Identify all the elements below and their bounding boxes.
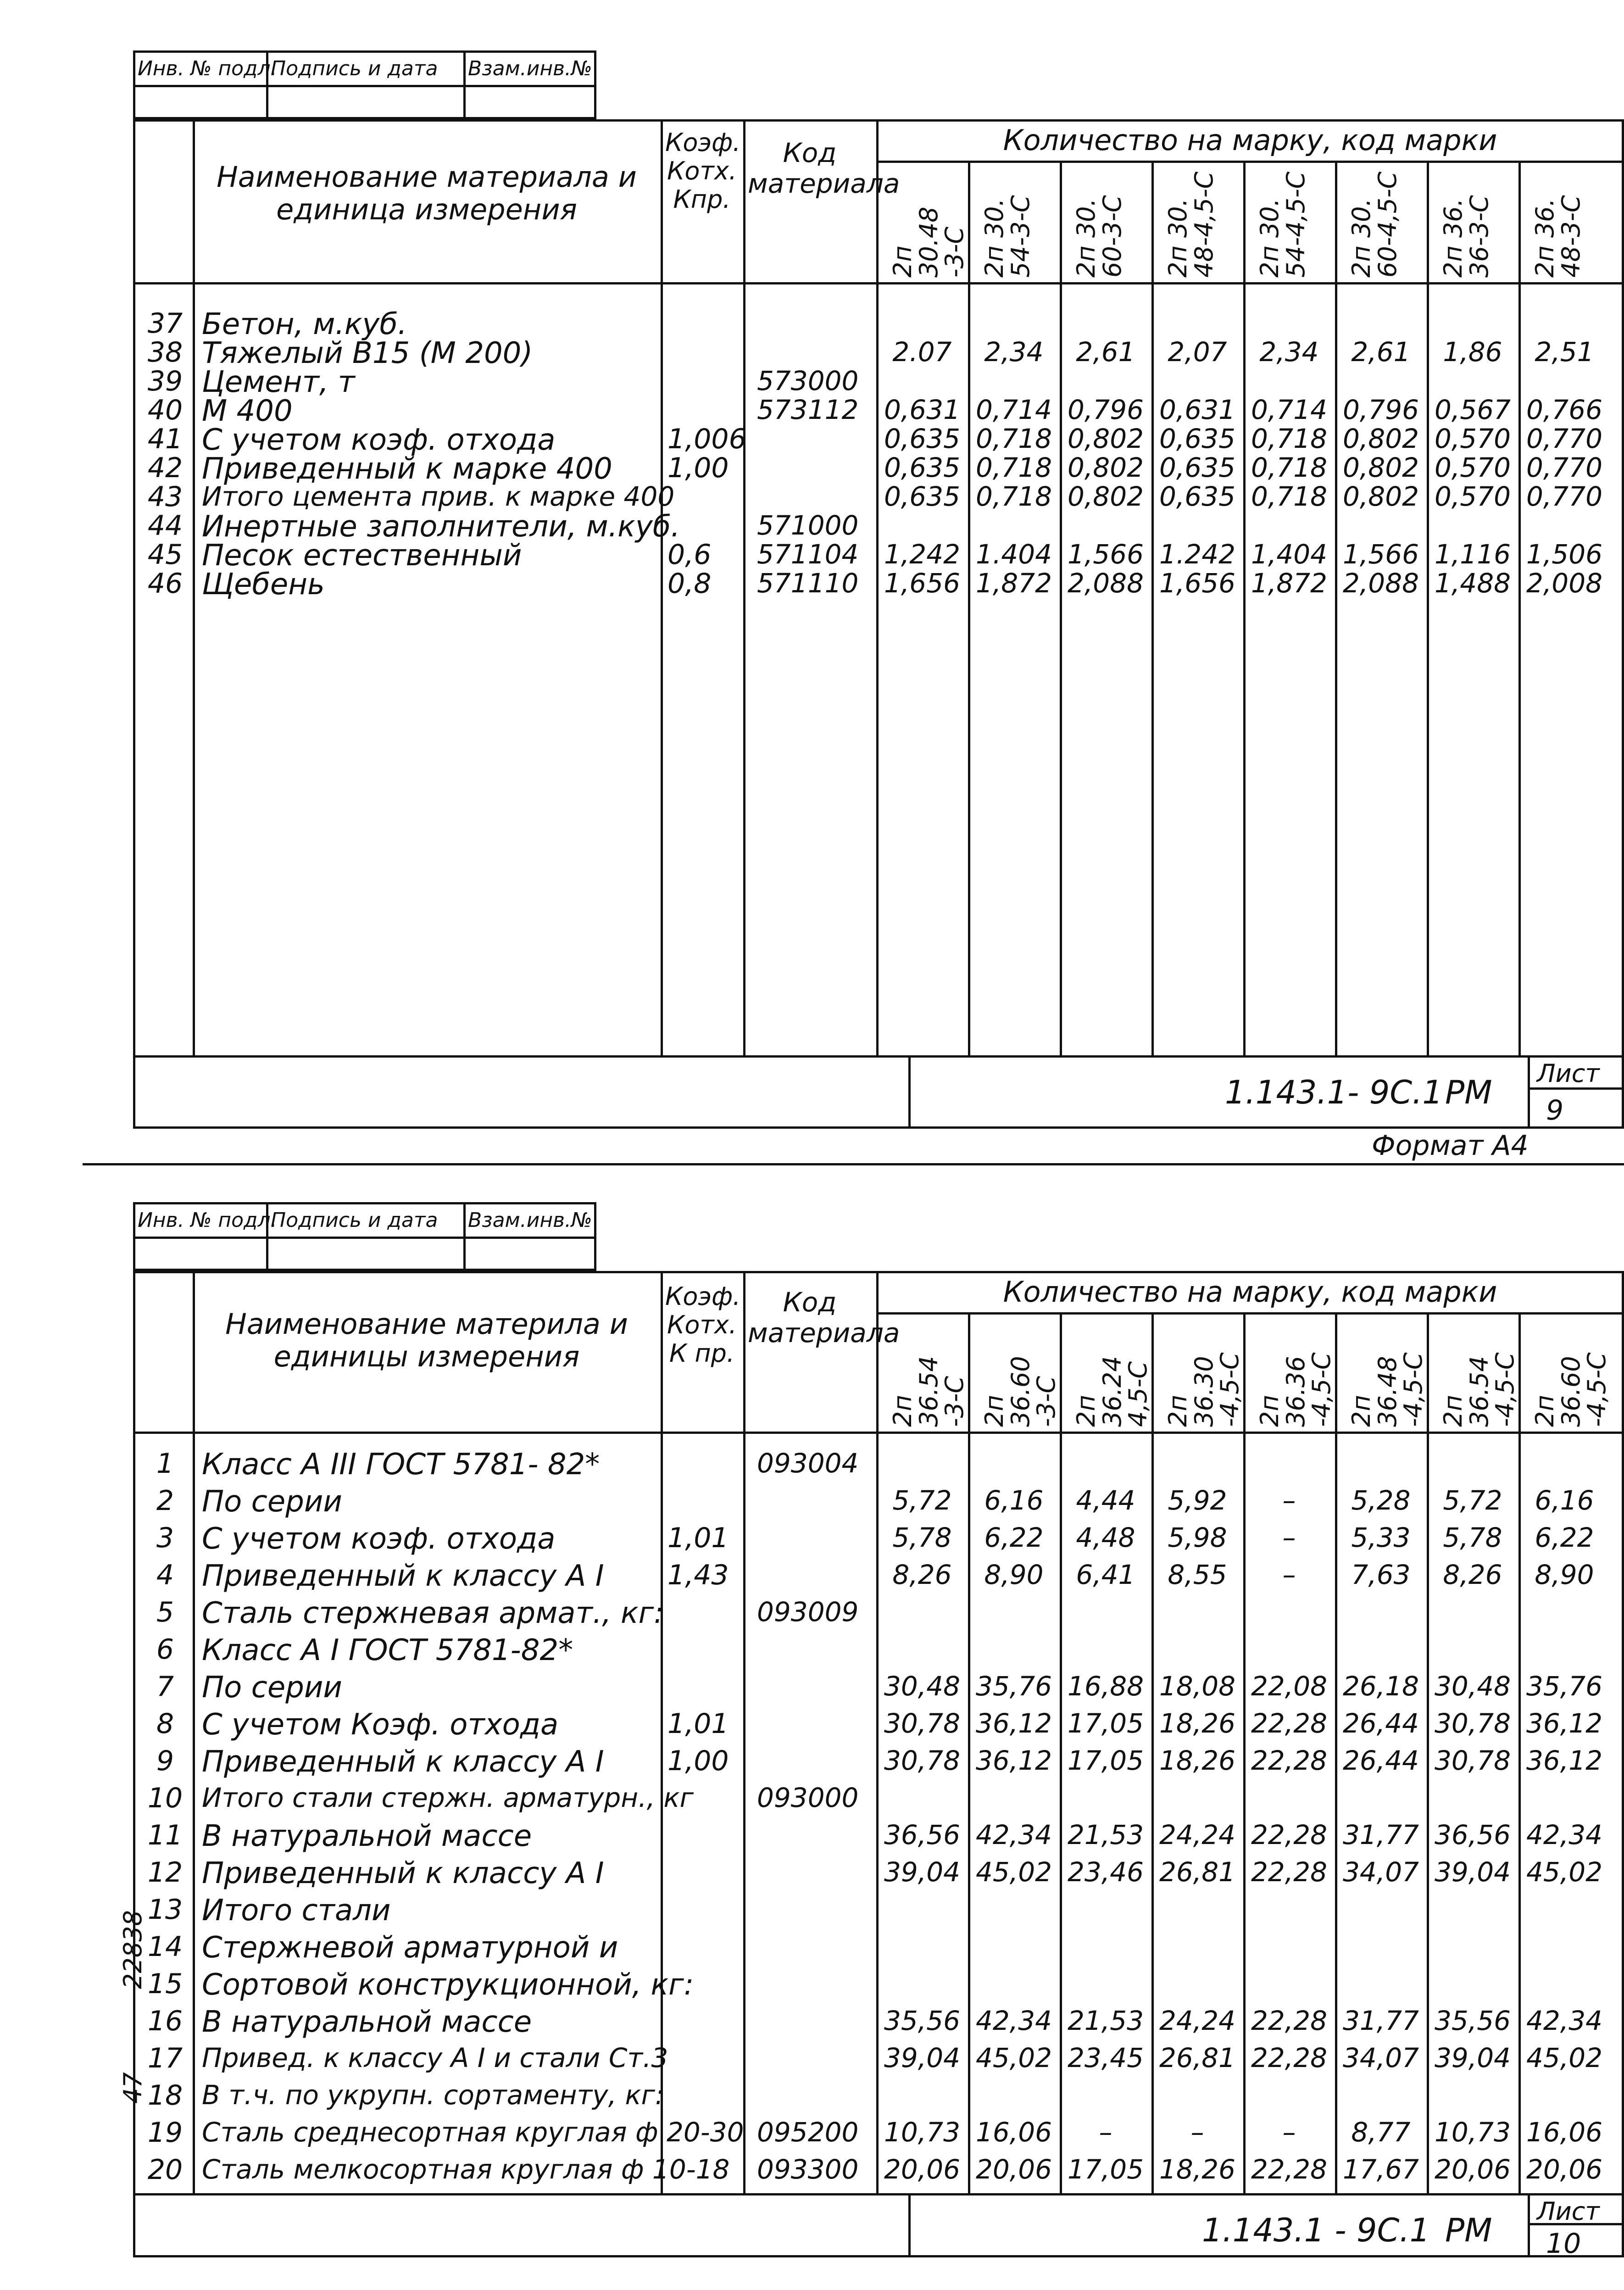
- header-name: Наименование материала и единица измерения: [217, 160, 637, 227]
- cell-value: 23,45: [1067, 2042, 1144, 2073]
- cell-value: 30,48: [1434, 1671, 1511, 1702]
- cell-value: 42,34: [1526, 1819, 1603, 1850]
- stamp-podpis: Подпись и дата: [271, 57, 438, 80]
- cell-value: 0,718: [1251, 423, 1328, 454]
- row-name: Цемент, т: [202, 365, 355, 399]
- cell-value: 2,34: [984, 336, 1044, 368]
- cell-value: 7,63: [1351, 1559, 1411, 1590]
- cell-value: 8,90: [1535, 1559, 1594, 1590]
- sheet-2: [133, 1202, 1624, 2260]
- row-number: 42: [147, 452, 183, 484]
- cell-value: 16,06: [1526, 2117, 1603, 2148]
- cell-value: 18,08: [1159, 1671, 1236, 1702]
- side-number-2: 47: [118, 2072, 147, 2104]
- row-name: В т.ч. по укрупн. сортаменту, кг:: [202, 2079, 664, 2111]
- cell-value: 2.07: [892, 336, 952, 368]
- row-code: 571104: [757, 539, 859, 570]
- row-name: Бетон, м.куб.: [202, 307, 407, 341]
- row-name: В натуральной массе: [202, 1819, 532, 1853]
- stamp-inv-podl: Инв. № подл.: [138, 1209, 277, 1232]
- cell-value: 2,008: [1526, 568, 1603, 599]
- sheet-1: [133, 50, 1624, 1131]
- row-name: С учетом коэф. отхода: [202, 423, 556, 457]
- cell-value: 26,44: [1342, 1745, 1419, 1776]
- header-qty: Количество на марку, код марки: [1003, 123, 1497, 157]
- cell-value: 0,635: [884, 481, 961, 512]
- cell-value: 8,77: [1351, 2117, 1411, 2148]
- cell-value: 17,05: [1067, 2154, 1144, 2185]
- cell-value: 36,12: [1526, 1745, 1603, 1776]
- cell-value: 1,242: [884, 539, 961, 570]
- side-number: 22838: [118, 1910, 147, 1989]
- cell-value: 22,28: [1251, 2042, 1328, 2073]
- cell-value: 0,802: [1342, 481, 1419, 512]
- row-number: 19: [147, 2117, 183, 2149]
- cell-value: 22,28: [1251, 1708, 1328, 1739]
- cell-value: 26,44: [1342, 1708, 1419, 1739]
- cell-value: 20,06: [884, 2154, 961, 2185]
- format-label: Формат А4: [1372, 1130, 1529, 1162]
- row-code: 573112: [757, 394, 859, 425]
- row-name: Песок естественный: [202, 539, 522, 573]
- row-code: 571000: [757, 510, 859, 541]
- cell-value: 0,570: [1434, 452, 1511, 483]
- cell-value: 17,67: [1342, 2154, 1419, 2185]
- cell-value: 26,81: [1159, 2042, 1236, 2073]
- mark-header: 2п 36. 36-3-С: [1439, 195, 1494, 278]
- row-number: 37: [147, 307, 183, 340]
- mark-header: 2п 30. 54-3-С: [980, 195, 1035, 278]
- mark-header: 2п 36.30 -4,5-С: [1163, 1352, 1245, 1427]
- cell-value: 35,56: [1434, 2005, 1511, 2036]
- row-number: 8: [156, 1708, 174, 1740]
- row-name: Сталь среднесортная круглая ф 20-30: [202, 2117, 744, 2148]
- cell-value: 30,78: [1434, 1745, 1511, 1776]
- cell-value: 22,28: [1251, 1745, 1328, 1776]
- cell-value: 1,656: [1159, 568, 1236, 599]
- cell-value: 1.404: [975, 539, 1052, 570]
- row-name: Итого стали: [202, 1894, 391, 1928]
- row-code: 093004: [757, 1448, 859, 1479]
- cell-value: 0,635: [884, 423, 961, 454]
- cell-value: 34,07: [1342, 2042, 1419, 2073]
- cell-value: 22,28: [1251, 2005, 1328, 2036]
- cell-value: 45,02: [1526, 1856, 1603, 1888]
- cell-value: 6,16: [1535, 1485, 1594, 1516]
- row-name: С учетом Коэф. отхода: [202, 1708, 559, 1742]
- cell-value: 1,404: [1251, 539, 1328, 570]
- cell-value: 10,73: [1434, 2117, 1511, 2148]
- row-name: Итого цемента прив. к марке 400: [202, 481, 675, 512]
- cell-value: 8,26: [1443, 1559, 1502, 1590]
- cell-value: 34,07: [1342, 1856, 1419, 1888]
- cell-value: 0,635: [1159, 452, 1236, 483]
- cell-value: 24,24: [1159, 1819, 1236, 1850]
- row-coef: 1,00: [667, 1745, 729, 1777]
- cell-value: 20,06: [975, 2154, 1052, 2185]
- cell-value: 1,566: [1342, 539, 1419, 570]
- row-code: 093009: [757, 1596, 859, 1627]
- row-coef: 1,01: [667, 1522, 729, 1554]
- cell-value: 0,635: [1159, 481, 1236, 512]
- mark-header: 2п 36. 48-3-С: [1530, 195, 1585, 278]
- cell-value: 0,631: [884, 394, 961, 425]
- cell-value: 5,33: [1351, 1522, 1411, 1553]
- row-name: Щебень: [202, 568, 325, 602]
- row-name: Сталь стержневая армат., кг:: [202, 1596, 664, 1630]
- row-name: Сортовой конструкционной, кг:: [202, 1968, 694, 2002]
- cell-value: 0,796: [1067, 394, 1144, 425]
- row-code: 093300: [757, 2154, 859, 2185]
- cell-value: 39,04: [884, 1856, 961, 1888]
- cell-value: 30,78: [884, 1745, 961, 1776]
- mark-header: 2п 30.48 -3-С: [888, 206, 969, 278]
- cell-value: 0,718: [975, 481, 1052, 512]
- row-number: 6: [156, 1633, 174, 1666]
- cell-value: 23,46: [1067, 1856, 1144, 1888]
- row-number: 39: [147, 365, 183, 397]
- row-number: 43: [147, 481, 183, 513]
- row-number: 15: [147, 1968, 183, 2000]
- cell-value: 17,05: [1067, 1708, 1144, 1739]
- cell-value: –: [1099, 2117, 1112, 2148]
- cell-value: 18,26: [1159, 2154, 1236, 2185]
- cell-value: 17,05: [1067, 1745, 1144, 1776]
- row-number: 17: [147, 2042, 183, 2074]
- cell-value: 45,02: [975, 2042, 1052, 2073]
- row-name: Привед. к классу А I и стали Ст.3: [202, 2042, 668, 2073]
- cell-value: 42,34: [1526, 2005, 1603, 2036]
- cell-value: 0,714: [1251, 394, 1328, 425]
- cell-value: 42,34: [975, 2005, 1052, 2036]
- row-name: По серии: [202, 1671, 342, 1705]
- row-number: 44: [147, 510, 183, 542]
- cell-value: 5,78: [892, 1522, 952, 1553]
- row-name: Приведенный к классу А I: [202, 1559, 604, 1593]
- cell-value: –: [1282, 1559, 1296, 1590]
- row-number: 9: [156, 1745, 174, 1777]
- row-name: С учетом коэф. отхода: [202, 1522, 556, 1556]
- mark-header: 2п 36.54 -4,5-С: [1439, 1352, 1520, 1427]
- cell-value: 0,570: [1434, 423, 1511, 454]
- cell-value: 36,12: [975, 1708, 1052, 1739]
- row-coef: 1,00: [667, 452, 729, 484]
- row-number: 14: [147, 1931, 183, 1963]
- cell-value: 39,04: [884, 2042, 961, 2073]
- row-name: Стержневой арматурной и: [202, 1931, 618, 1965]
- cell-value: 30,78: [1434, 1708, 1511, 1739]
- cell-value: 6,22: [1535, 1522, 1594, 1553]
- row-name: В натуральной массе: [202, 2005, 532, 2039]
- row-name: Инертные заполнители, м.куб.: [202, 510, 680, 544]
- cell-value: 1.242: [1159, 539, 1236, 570]
- cell-value: 0,635: [884, 452, 961, 483]
- cell-value: 35,56: [884, 2005, 961, 2036]
- header-coef: Коэф. Котх. К пр.: [665, 1282, 741, 1368]
- row-name: По серии: [202, 1485, 342, 1519]
- cell-value: 30,48: [884, 1671, 961, 1702]
- row-number: 5: [156, 1596, 174, 1628]
- row-number: 18: [147, 2079, 183, 2112]
- cell-value: 5,78: [1443, 1522, 1502, 1553]
- cell-value: 0,714: [975, 394, 1052, 425]
- cell-value: 1,86: [1443, 336, 1502, 368]
- row-name: Приведенный к классу А I: [202, 1745, 604, 1779]
- row-number: 3: [156, 1522, 174, 1554]
- cell-value: 26,18: [1342, 1671, 1419, 1702]
- doc-type: РМ: [1445, 2212, 1492, 2249]
- cell-value: 1,488: [1434, 568, 1511, 599]
- header-name: Наименование материла и единицы измерения: [225, 1307, 628, 1374]
- cell-value: 45,02: [975, 1856, 1052, 1888]
- cell-value: 21,53: [1067, 2005, 1144, 2036]
- row-coef: 1,01: [667, 1708, 729, 1740]
- cell-value: 5,28: [1351, 1485, 1411, 1516]
- cell-value: 1,566: [1067, 539, 1144, 570]
- cell-value: 2,34: [1259, 336, 1319, 368]
- mark-header: 2п 30. 60-3-С: [1072, 195, 1127, 278]
- row-name: Сталь мелкосортная круглая ф 10-18: [202, 2154, 730, 2185]
- list-label: Лист: [1537, 2197, 1600, 2226]
- cell-value: 1,872: [1251, 568, 1328, 599]
- cell-value: 10,73: [884, 2117, 961, 2148]
- row-coef: 1,006: [667, 423, 746, 455]
- cell-value: 16,88: [1067, 1671, 1144, 1702]
- stamp-podpis: Подпись и дата: [271, 1209, 438, 1232]
- cell-value: 36,56: [884, 1819, 961, 1850]
- cell-value: 39,04: [1434, 2042, 1511, 2073]
- cell-value: 24,24: [1159, 2005, 1236, 2036]
- row-number: 41: [147, 423, 183, 455]
- row-coef: 0,6: [667, 539, 712, 571]
- cell-value: 22,08: [1251, 1671, 1328, 1702]
- stamp-vzam: Взам.инв.№: [468, 1209, 592, 1232]
- mark-header: 2п 36.36 -4,5-С: [1255, 1352, 1336, 1427]
- cell-value: 2,088: [1342, 568, 1419, 599]
- cell-value: 36,12: [1526, 1708, 1603, 1739]
- mark-header: 2п 36.60 -4,5-С: [1530, 1352, 1612, 1427]
- row-number: 2: [156, 1485, 174, 1517]
- row-name: Класс А III ГОСТ 5781- 82*: [202, 1448, 600, 1482]
- list-num: 10: [1546, 2228, 1581, 2260]
- header-coef: Коэф. Котх. Кпр.: [665, 128, 741, 214]
- cell-value: 22,28: [1251, 1819, 1328, 1850]
- cell-value: –: [1282, 1485, 1296, 1516]
- cell-value: 1,506: [1526, 539, 1603, 570]
- row-number: 45: [147, 539, 183, 571]
- cell-value: 42,34: [975, 1819, 1052, 1850]
- cell-value: 0,718: [1251, 481, 1328, 512]
- cell-value: 2,088: [1067, 568, 1144, 599]
- mark-header: 2п 36.54 -3-С: [888, 1356, 969, 1427]
- cell-value: 20,06: [1434, 2154, 1511, 2185]
- cell-value: 26,81: [1159, 1856, 1236, 1888]
- row-name: Тяжелый В15 (М 200): [202, 336, 533, 370]
- stamp-vzam: Взам.инв.№: [468, 57, 592, 80]
- cell-value: 39,04: [1434, 1856, 1511, 1888]
- cell-value: 16,06: [975, 2117, 1052, 2148]
- row-number: 13: [147, 1894, 183, 1926]
- cell-value: 22,28: [1251, 1856, 1328, 1888]
- cell-value: 0,802: [1067, 452, 1144, 483]
- cell-value: 0,718: [1251, 452, 1328, 483]
- cell-value: 5,72: [1443, 1485, 1502, 1516]
- cell-value: 0,770: [1526, 452, 1603, 483]
- cell-value: 45,02: [1526, 2042, 1603, 2073]
- cell-value: 30,78: [884, 1708, 961, 1739]
- row-code: 571110: [757, 568, 859, 599]
- cell-value: 2,51: [1535, 336, 1594, 368]
- mark-header: 2п 30. 60-4,5-С: [1347, 171, 1402, 278]
- cell-value: 20,06: [1526, 2154, 1603, 2185]
- row-name: М 400: [202, 394, 293, 428]
- cell-value: 0,770: [1526, 481, 1603, 512]
- row-number: 40: [147, 394, 183, 426]
- cell-value: 4,48: [1076, 1522, 1135, 1553]
- cell-value: 0,718: [975, 452, 1052, 483]
- cell-value: 1,116: [1434, 539, 1511, 570]
- mark-header: 2п 36.60 -3-С: [980, 1356, 1061, 1427]
- cell-value: 22,28: [1251, 2154, 1328, 2185]
- cell-value: 36,56: [1434, 1819, 1511, 1850]
- cell-value: 6,41: [1076, 1559, 1135, 1590]
- cell-value: 5,92: [1168, 1485, 1227, 1516]
- mark-header: 2п 36.24 4,5-С: [1072, 1356, 1153, 1427]
- cell-value: 35,76: [975, 1671, 1052, 1702]
- header-qty: Количество на марку, код марки: [1003, 1275, 1497, 1309]
- cell-value: 0,635: [1159, 423, 1236, 454]
- cell-value: 6,16: [984, 1485, 1044, 1516]
- cell-value: 0,802: [1067, 481, 1144, 512]
- mark-header: 2п 30. 48-4,5-С: [1163, 171, 1218, 278]
- cell-value: 36,12: [975, 1745, 1052, 1776]
- row-code: 093000: [757, 1782, 859, 1813]
- cell-value: 0,570: [1434, 481, 1511, 512]
- cell-value: 1,872: [975, 568, 1052, 599]
- mark-header: 2п 30. 54-4,5-С: [1255, 171, 1310, 278]
- cell-value: –: [1282, 2117, 1296, 2148]
- cell-value: 5,98: [1168, 1522, 1227, 1553]
- row-number: 4: [156, 1559, 174, 1591]
- row-name: Приведенный к классу А I: [202, 1856, 604, 1890]
- row-code: 095200: [757, 2117, 859, 2148]
- cell-value: 31,77: [1342, 1819, 1419, 1850]
- cell-value: 0,766: [1526, 394, 1603, 425]
- row-number: 10: [147, 1782, 183, 1814]
- cell-value: 2,61: [1076, 336, 1135, 368]
- row-name: Приведенный к марке 400: [202, 452, 612, 486]
- row-number: 38: [147, 336, 183, 368]
- sheet-separator: [83, 1163, 1624, 1165]
- cell-value: 0,631: [1159, 394, 1236, 425]
- row-number: 11: [147, 1819, 183, 1851]
- cell-value: 21,53: [1067, 1819, 1144, 1850]
- cell-value: 1,656: [884, 568, 961, 599]
- row-number: 20: [147, 2154, 183, 2186]
- cell-value: 2,61: [1351, 336, 1411, 368]
- row-number: 12: [147, 1856, 183, 1889]
- cell-value: –: [1190, 2117, 1204, 2148]
- header-code: Код материала: [748, 1287, 900, 1348]
- cell-value: 0,802: [1342, 423, 1419, 454]
- stamp-inv-podl: Инв. № подл.: [138, 57, 277, 80]
- cell-value: 0,567: [1434, 394, 1511, 425]
- row-coef: 0,8: [667, 568, 712, 600]
- row-number: 46: [147, 568, 183, 600]
- cell-value: –: [1282, 1522, 1296, 1553]
- row-number: 7: [156, 1671, 174, 1703]
- mark-header: 2п 36.48 -4,5-С: [1347, 1352, 1428, 1427]
- row-name: Класс А I ГОСТ 5781-82*: [202, 1633, 573, 1667]
- cell-value: 0,770: [1526, 423, 1603, 454]
- cell-value: 6,22: [984, 1522, 1044, 1553]
- cell-value: 0,796: [1342, 394, 1419, 425]
- row-number: 16: [147, 2005, 183, 2037]
- row-code: 573000: [757, 365, 859, 396]
- list-num: 9: [1546, 1094, 1564, 1126]
- cell-value: 2,07: [1168, 336, 1227, 368]
- doc-code: 1.143.1- 9С.1: [1225, 1074, 1443, 1111]
- cell-value: 18,26: [1159, 1708, 1236, 1739]
- row-name: Итого стали стержн. арматурн., кг: [202, 1782, 694, 1813]
- list-label: Лист: [1537, 1059, 1600, 1088]
- cell-value: 4,44: [1076, 1485, 1135, 1516]
- row-number: 1: [156, 1448, 174, 1480]
- cell-value: 8,26: [892, 1559, 952, 1590]
- cell-value: 0,718: [975, 423, 1052, 454]
- cell-value: 31,77: [1342, 2005, 1419, 2036]
- cell-value: 0,802: [1342, 452, 1419, 483]
- row-coef: 1,43: [667, 1559, 729, 1591]
- header-code: Код материала: [748, 137, 900, 199]
- cell-value: 0,802: [1067, 423, 1144, 454]
- cell-value: 8,55: [1168, 1559, 1227, 1590]
- doc-code: 1.143.1 - 9С.1: [1202, 2212, 1430, 2249]
- cell-value: 35,76: [1526, 1671, 1603, 1702]
- doc-type: РМ: [1445, 1074, 1492, 1111]
- cell-value: 8,90: [984, 1559, 1044, 1590]
- cell-value: 18,26: [1159, 1745, 1236, 1776]
- cell-value: 5,72: [892, 1485, 952, 1516]
